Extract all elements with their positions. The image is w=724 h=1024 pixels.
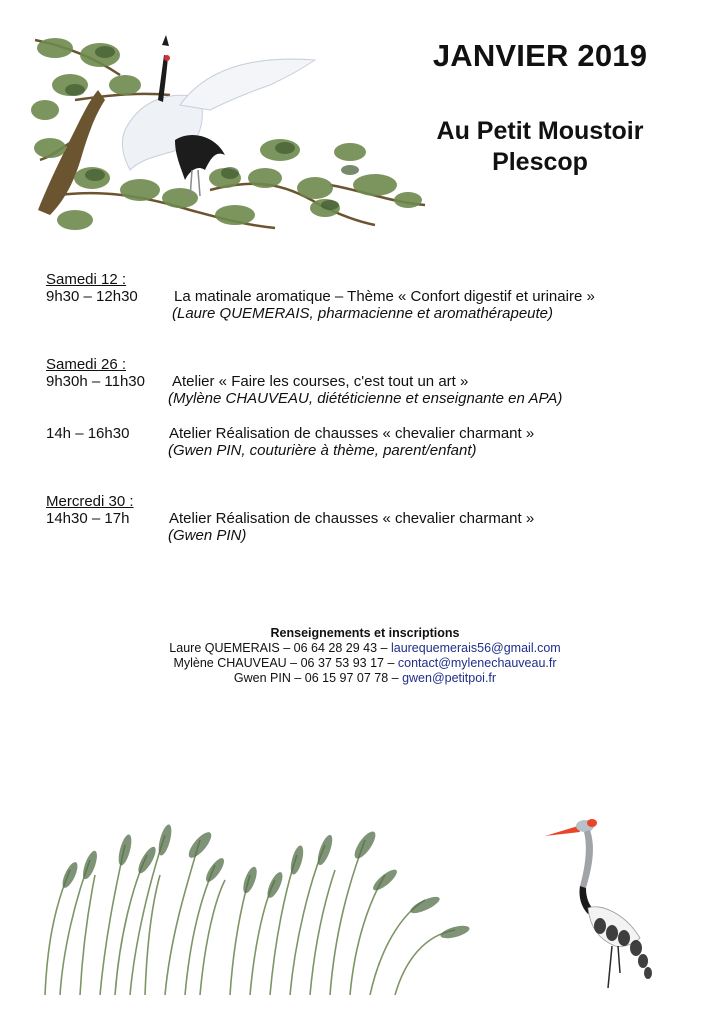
ink-crane-icon — [540, 808, 660, 993]
email-link[interactable]: laurequemerais56@gmail.com — [390, 641, 561, 655]
event-title: Atelier Réalisation de chausses « chevalier charmant » — [169, 510, 535, 527]
crane-on-pine-branch-icon — [30, 30, 430, 245]
event-time: 14h30 – 17h — [46, 510, 130, 527]
event-time: 14h – 16h30 — [46, 425, 130, 442]
contact-name-phone: Gwen PIN – 06 15 97 07 78 – — [233, 671, 403, 685]
event-speaker: (Gwen PIN, couturière à thème, parent/enfant) — [168, 442, 477, 459]
contact-line-mylene — [140, 656, 590, 671]
venue-name — [400, 116, 680, 178]
event-speaker: (Mylène CHAUVEAU, diététicienne et enseignante en APA) — [168, 390, 563, 407]
day-label: Samedi 12 : — [46, 271, 127, 288]
event-time: 9h30 – 12h30 — [46, 288, 138, 305]
venue-line-2: Plescop — [492, 148, 588, 176]
day-label: Samedi 26 : — [46, 356, 127, 373]
event-speaker: (Gwen PIN) — [168, 527, 247, 544]
contact-heading: Renseignements et inscriptions — [270, 626, 460, 640]
venue-line-1: Au Petit Moustoir — [436, 117, 644, 145]
page-title: JANVIER 2019 — [432, 38, 648, 73]
event-speaker: (Laure QUEMERAIS, pharmacienne et aromathérapeute) — [172, 305, 554, 322]
contact-line-laure — [140, 641, 590, 656]
event-title: Atelier « Faire les courses, c'est tout un art » — [172, 373, 469, 390]
event-title: Atelier Réalisation de chausses « chevalier charmant » — [169, 425, 535, 442]
day-label: Mercredi 30 : — [46, 493, 134, 510]
email-link[interactable]: contact@mylenechauveau.fr — [397, 656, 557, 670]
day-block-mercredi-30 — [46, 493, 134, 510]
event-title: La matinale aromatique – Thème « Confort digestif et urinaire » — [174, 288, 595, 305]
day-block-samedi-26 — [46, 356, 126, 373]
contact-line-gwen — [140, 671, 590, 686]
wild-grass-icon — [35, 820, 475, 995]
contact-section — [140, 626, 590, 686]
contact-name-phone: Mylène CHAUVEAU – 06 37 53 93 17 – — [173, 656, 398, 670]
email-link[interactable]: gwen@petitpoi.fr — [402, 671, 497, 685]
event-time: 9h30h – 11h30 — [46, 373, 145, 390]
day-block-samedi-12 — [46, 271, 126, 288]
contact-name-phone: Laure QUEMERAIS – 06 64 28 29 43 – — [169, 641, 391, 655]
